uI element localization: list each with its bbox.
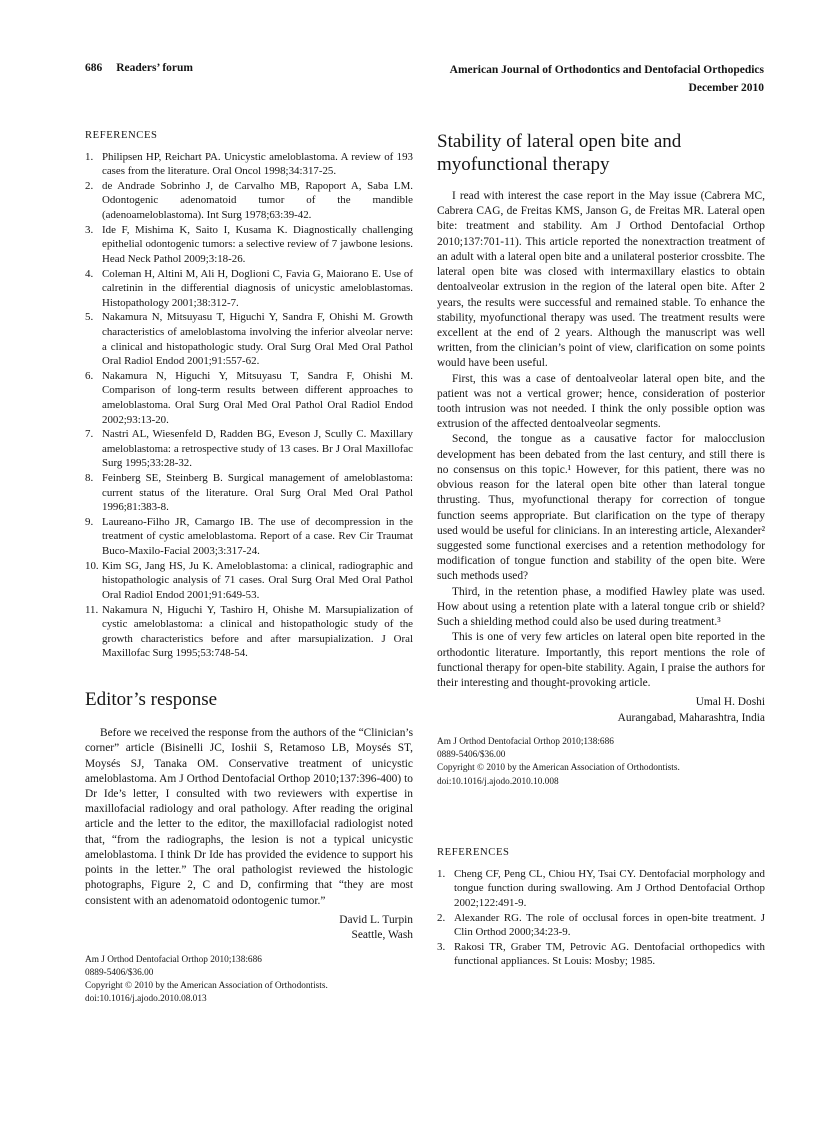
reference-item bbox=[85, 471, 413, 515]
issue-date: December 2010 bbox=[688, 81, 764, 94]
reference-item bbox=[85, 223, 413, 267]
reference-number: 2. bbox=[437, 911, 446, 924]
reference-item bbox=[437, 911, 765, 940]
reference-number: 11. bbox=[85, 603, 99, 616]
pub-info-line: Copyright © 2010 by the American Association of Orthodontists. bbox=[85, 980, 328, 991]
signature-name: Umal H. Doshi bbox=[695, 696, 765, 709]
reference-item bbox=[85, 559, 413, 603]
reference-text: Ide F, Mishima K, Saito I, Kusama K. Diagnostically challenging epithelial odontogenic tumors: a selective review of 7 jawbone lesions. Head Neck Pathol 2009;3:18-26. bbox=[102, 223, 413, 265]
letter-title: Stability of lateral open bite and myofunctional therapy bbox=[437, 130, 682, 175]
reference-item bbox=[85, 369, 413, 427]
pub-info-line: Am J Orthod Dentofacial Orthop 2010;138:686 bbox=[85, 954, 262, 965]
reference-text: Nastri AL, Wiesenfeld D, Radden BG, Eveson J, Scully C. Maxillary ameloblastoma: a retrospective study of 13 cases. Br J Oral Maxillofac Surg 1995;33:28-32. bbox=[102, 428, 413, 470]
reference-text: Nakamura N, Higuchi Y, Mitsuyasu T, Sandra F, Ohishi M. Comparison of long-term results between different approaches to ameloblastoma. Oral Surg Oral Med Oral Pathol Oral Radiol Endod 2002;93:13-20. bbox=[102, 369, 413, 426]
reference-item bbox=[85, 310, 413, 368]
editors-response-title: Editor’s response bbox=[85, 688, 218, 710]
reference-number: 6. bbox=[85, 369, 94, 382]
reference-number: 3. bbox=[85, 223, 94, 236]
running-head-right bbox=[450, 62, 764, 98]
references-heading: REFERENCES bbox=[85, 129, 158, 141]
reference-number: 8. bbox=[85, 472, 94, 485]
page-number: 686 bbox=[85, 62, 103, 74]
reference-text: Feinberg SE, Steinberg B. Surgical management of ameloblastoma: current status of the literature. Oral Surg Oral Med Oral Pathol 1996;81:383-8. bbox=[102, 472, 413, 514]
signature-name: David L. Turpin bbox=[339, 913, 413, 926]
pub-info-line: Am J Orthod Dentofacial Orthop 2010;138:686 bbox=[437, 736, 614, 747]
reference-number: 2. bbox=[85, 179, 94, 192]
running-head-left bbox=[85, 62, 193, 74]
journal-name: American Journal of Orthodontics and Dentofacial Orthopedics bbox=[449, 64, 764, 76]
reference-number: 3. bbox=[437, 940, 446, 953]
signature-block bbox=[85, 913, 413, 944]
reference-text: Philipsen HP, Reichart PA. Unicystic ameloblastoma. A review of 193 cases from the literature. Oral Oncol 1998;34:317-25. bbox=[102, 150, 413, 178]
pub-info-line: 0889-5406/$36.00 bbox=[437, 750, 506, 761]
reference-number: 1. bbox=[85, 150, 94, 163]
reference-text: Rakosi TR, Graber TM, Petrovic AG. Dentofacial orthopedics with functional appliances. St Louis: Mosby; 1985. bbox=[454, 940, 765, 968]
left-column bbox=[85, 130, 413, 1007]
reference-number: 10. bbox=[85, 559, 99, 572]
reference-text: Nakamura N, Mitsuyasu T, Higuchi Y, Sandra F, Ohishi M. Growth characteristics of ameloblastoma involving the inferior alveolar nerve: a clinical and histopathologic study. Oral Surg Oral Med Oral Pathol Oral Radiol Endod 2001;91:557-62. bbox=[102, 311, 413, 368]
pub-info-line: Copyright © 2010 by the American Association of Orthodontists. bbox=[437, 763, 680, 774]
references-list bbox=[437, 867, 765, 969]
letter-paragraph: Second, the tongue as a causative factor for malocclusion development has been debated from the last century, and still there is no consensus on this topic.¹ However, for this patient, there was no obvious reason for the lateral open bite other than lateral tongue thrusting. Thus, myofunctional therapy for correction of tongue function seems appropriate. But clarification on the type of therapy used would be useful for clinicians. In an interesting article, Alexander² suggested some functional exercises and a retention methodology for modification of tongue function and stability of the open bite. Were such methods used? bbox=[437, 433, 765, 583]
reference-text: Kim SG, Jang HS, Ju K. Ameloblastoma: a clinical, radiographic and histopathologic analysis of 71 cases. Oral Surg Oral Med Oral Pathol Oral Radiol Endod 2001;91:649-53. bbox=[102, 559, 413, 601]
reference-text: Laureano-Filho JR, Camargo IB. The use of decompression in the treatment of cystic ameloblastoma. Report of a case. Rev Cir Traumat Buco-Maxilo-Facial 2003;3:317-24. bbox=[102, 515, 413, 558]
pub-info-line: 0889-5406/$36.00 bbox=[85, 967, 154, 978]
two-column-layout bbox=[85, 130, 764, 1007]
reference-number: 7. bbox=[85, 428, 94, 441]
reference-item bbox=[85, 515, 413, 559]
references-list bbox=[85, 150, 413, 661]
reference-item bbox=[85, 150, 413, 179]
reference-text: Nakamura N, Higuchi Y, Tashiro H, Ohishe M. Marsupialization of cystic ameloblastoma: a clinical and histopathologic study of the growth characteristics before and after marsupialization. J Oral Maxillofac Surg 1995;53:748-54. bbox=[102, 603, 413, 660]
signature-location: Seattle, Wash bbox=[351, 929, 413, 942]
signature-block bbox=[437, 695, 765, 726]
letter-paragraph: First, this was a case of dentoalveolar lateral open bite, and the patient was not a vertical grower; hence, consideration of posterior tooth intrusion was not needed. I think the only possible option was extrusion of the affected dentoalveolar segments. bbox=[437, 372, 765, 431]
signature-location: Aurangabad, Maharashtra, India bbox=[617, 711, 765, 724]
reference-number: 9. bbox=[85, 515, 94, 528]
publication-info bbox=[85, 954, 413, 1007]
reference-text: Alexander RG. The role of occlusal forces in open-bite treatment. J Clin Orthod 2000;34:23-9. bbox=[454, 911, 765, 939]
reference-number: 5. bbox=[85, 311, 94, 324]
pub-info-line: doi:10.1016/j.ajodo.2010.10.008 bbox=[437, 776, 559, 787]
letter-paragraph: This is one of very few articles on lateral open bite reported in the orthodontic literature. Importantly, this report mentions the role of functional therapy for open-bite stability. Again, I praise the authors for their interesting and thought-provoking article. bbox=[437, 631, 765, 689]
section-name: Readers’ forum bbox=[116, 62, 193, 74]
letter-paragraph: I read with interest the case report in the May issue (Cabrera MC, Cabrera CAG, de Freitas KMS, Janson G, de Freitas MR. Lateral open bite: treatment and stability. Am J Orthod Dentofacial Orthop 2010;137:701-11). This article reported the nonextraction treatment of an adult with a lateral open bite and a unilateral posterior crossbite. The lateral open bite was closed with intermaxillary elastics to obtain dentoalveolar extrusion in the region of the lateral open bite. After 2 years, the results were successful and remained stable. To enhance the stability, myofunctional therapy was used. The treatment results were excellent at the end of 2 years. Although the manuscript was well written, from the clinician’s point of view, clarification on some points would have been useful. bbox=[437, 189, 765, 370]
reference-item bbox=[437, 940, 765, 969]
reference-item bbox=[85, 427, 413, 471]
reference-number: 1. bbox=[437, 867, 446, 880]
reference-item bbox=[437, 867, 765, 911]
right-column bbox=[437, 130, 765, 1007]
pub-info-line: doi:10.1016/j.ajodo.2010.08.013 bbox=[85, 994, 207, 1005]
editors-response-body: Before we received the response from the authors of the “Clinician’s corner” article (Bisinelli JC, Ioshii S, Retamoso LB, Moysés ST, Moysés SJ, Tanaka OM. Conservative treatment of unicystic ameloblastoma. Am J Orthod Dentofacial Orthop 2010;137:396-400) to Dr Ide’s letter, I consulted with two reviewers with expertise in maxillofacial radiology and oral pathology. After reading the original article and the letter to the editor, the maxillofacial radiologist noted that, “from the radiographs, the lesion is not a typical unicystic ameloblastoma. I think Dr Ide has provided the evidence to support his points in the letter.” The oral pathologist reviewed the histologic photographs, Figure 2, C and D, confirming that “they are most consistent with an adenomatoid odontogenic tumor.” bbox=[85, 727, 413, 907]
page-header bbox=[85, 62, 764, 98]
publication-info bbox=[437, 736, 765, 789]
letter-paragraph: Third, in the retention phase, a modified Hawley plate was used. How about using a retention plate with a lateral tongue crib or shield? Such a shielding method could also be used during treatment.³ bbox=[437, 585, 765, 629]
reference-item bbox=[85, 603, 413, 661]
references-heading: REFERENCES bbox=[437, 846, 510, 858]
reference-text: Coleman H, Altini M, Ali H, Doglioni C, Favia G, Maiorano E. Use of calretinin in the differential diagnosis of unicystic ameloblastomas. Histopathology 2001;38:312-7. bbox=[102, 267, 413, 309]
reference-number: 4. bbox=[85, 267, 94, 280]
reference-text: de Andrade Sobrinho J, de Carvalho MB, Rapoport A, Saba LM. Odontogenic adenomatoid tumor of the mandible (adenoameloblastoma). Int Surg 1978;63:39-42. bbox=[102, 179, 413, 222]
reference-item bbox=[85, 267, 413, 311]
reference-item bbox=[85, 179, 413, 223]
reference-text: Cheng CF, Peng CL, Chiou HY, Tsai CY. Dentofacial morphology and tongue function during swallowing. Am J Orthod Dentofacial Orthop 2002;122:491-9. bbox=[454, 867, 765, 909]
